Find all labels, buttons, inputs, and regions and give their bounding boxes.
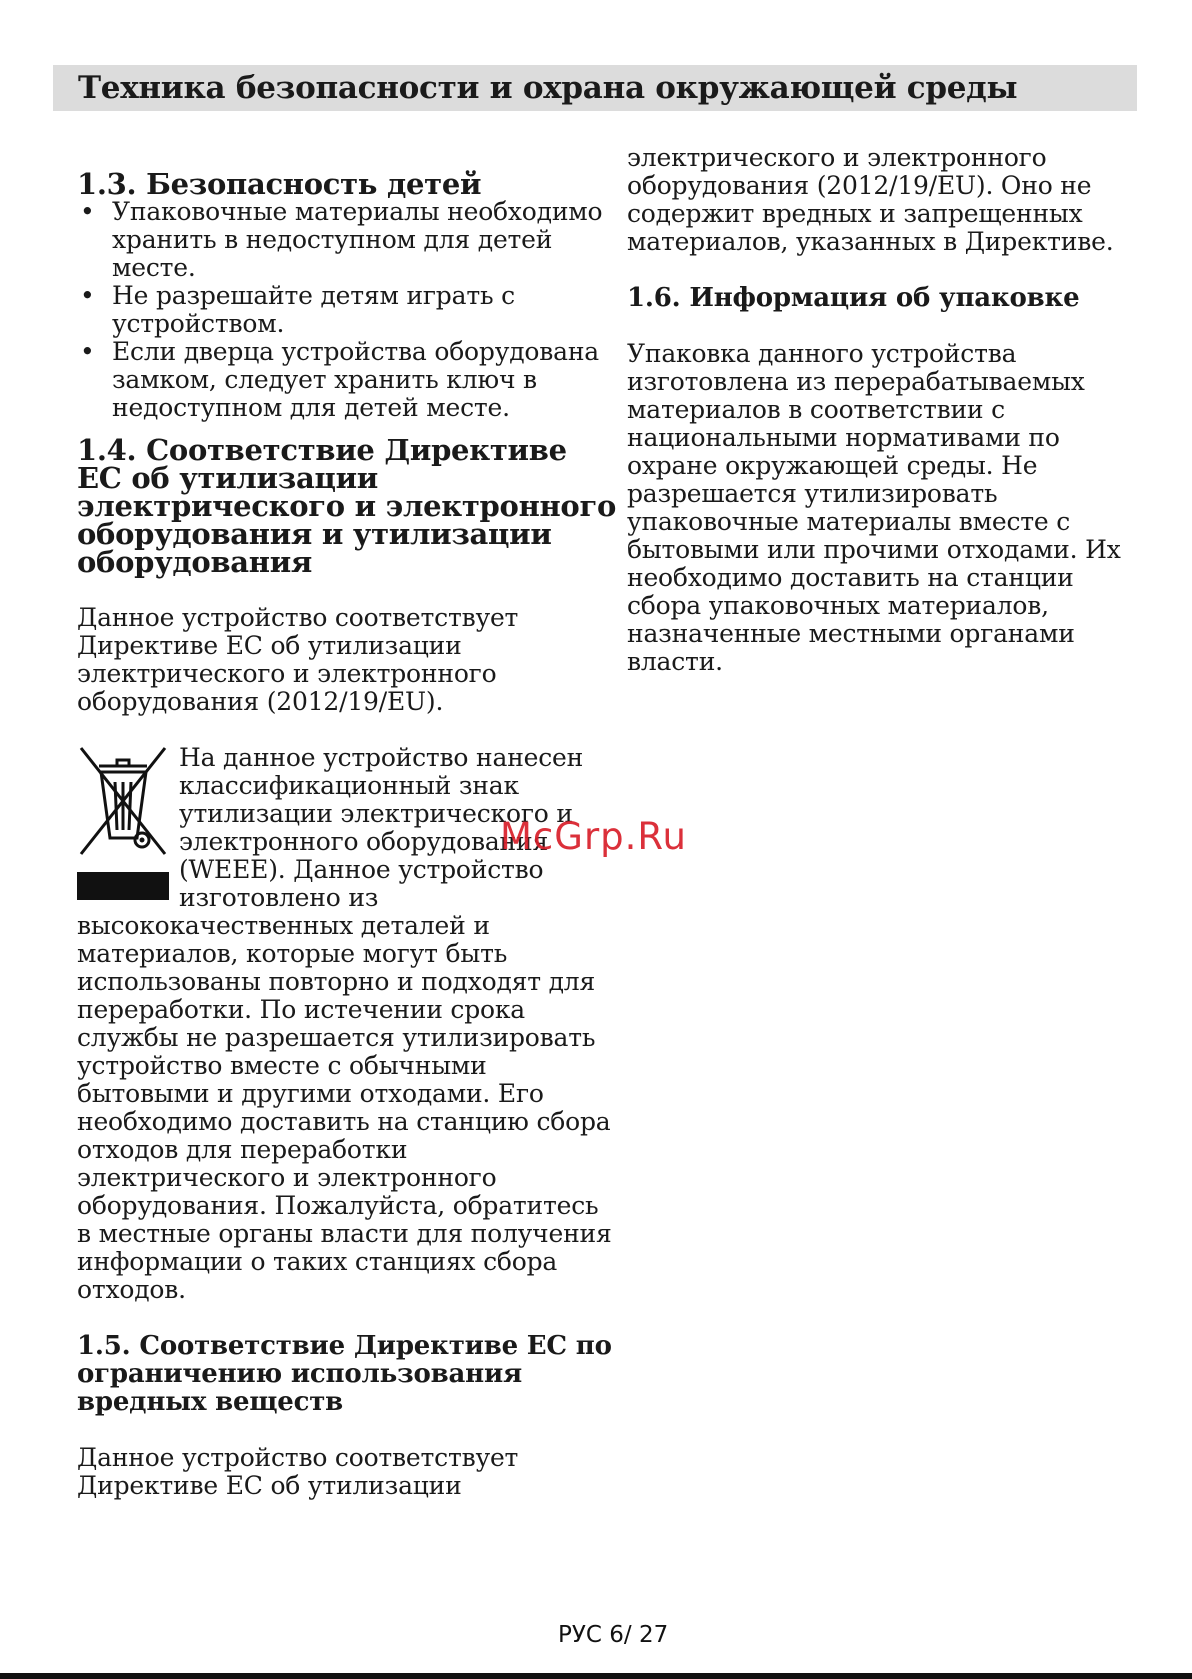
packaging-text: Упаковка данного устройства изготовлена из перерабатываемых материалов в соответствии с национальными нормативами по охране окружающей среды. Не разрешается утилизировать упаковочные материалы вместе с бытовыми или прочими отходами. Их необходимо доставить на станции сбора упаковочных материалов, назначенные местными органами власти. [627, 339, 1121, 676]
page-number: РУС 6/ 27 [558, 1622, 669, 1648]
child-safety-list [77, 198, 617, 422]
heading-child-safety: 1.3. Безопасность детей [77, 167, 482, 201]
bottom-rule [0, 1673, 1192, 1679]
weee-disposal-text: На данное устройство нанесен классификационный знак утилизации электрического и электронного оборудования (WEEE). Данное устройство изготовлено из высококачественных деталей и материалов, которые могут быть использованы повторно и подходят для переработки. По истечении срока службы не разрешается утилизировать устройство вместе с обычными бытовыми и другими отходами. Его необходимо доставить на станцию сбора отходов для переработки электрического и электронного оборудования. Пожалуйста, обратитесь в местные органы власти для получения информации о таких станциях сбора отходов. [77, 743, 612, 1304]
rohs-text-continued: электрического и электронного оборудования (2012/19/EU). Оно не содержит вредных и запрещенных материалов, указанных в Директиве. [627, 143, 1114, 256]
list-item: • Если дверца устройства оборудована замком, следует хранить ключ в недоступном для детей месте. [77, 338, 617, 422]
right-column [627, 144, 1147, 676]
watermark-text: McGrp.Ru [500, 815, 687, 858]
weee-compliance-text: Данное устройство соответствует Директиве ЕС об утилизации электрического и электронного оборудования (2012/19/EU). [77, 603, 519, 716]
weee-symbol [77, 744, 173, 912]
crossed-out-wheelie-bin-icon [77, 744, 169, 858]
list-item: • Упаковочные материалы необходимо хранить в недоступном для детей месте. [77, 198, 617, 282]
page-title: Техника безопасности и охрана окружающей среды [78, 70, 1018, 106]
rohs-text-start: Данное устройство соответствует Директиве ЕС об утилизации [77, 1443, 519, 1500]
list-item: • Не разрешайте детям играть с устройством. [77, 282, 617, 338]
section-header-bar [53, 65, 1137, 111]
heading-weee-directive: 1.4. Соответствие Директиве ЕС об утилизации электрического и электронного оборудования и утилизации оборудования [77, 433, 616, 579]
heading-rohs-directive: 1.5. Соответствие Директиве ЕС по ограничению использования вредных веществ [77, 1331, 612, 1417]
heading-packaging-info: 1.6. Информация об упаковке [627, 283, 1080, 313]
weee-black-bar [77, 872, 169, 900]
